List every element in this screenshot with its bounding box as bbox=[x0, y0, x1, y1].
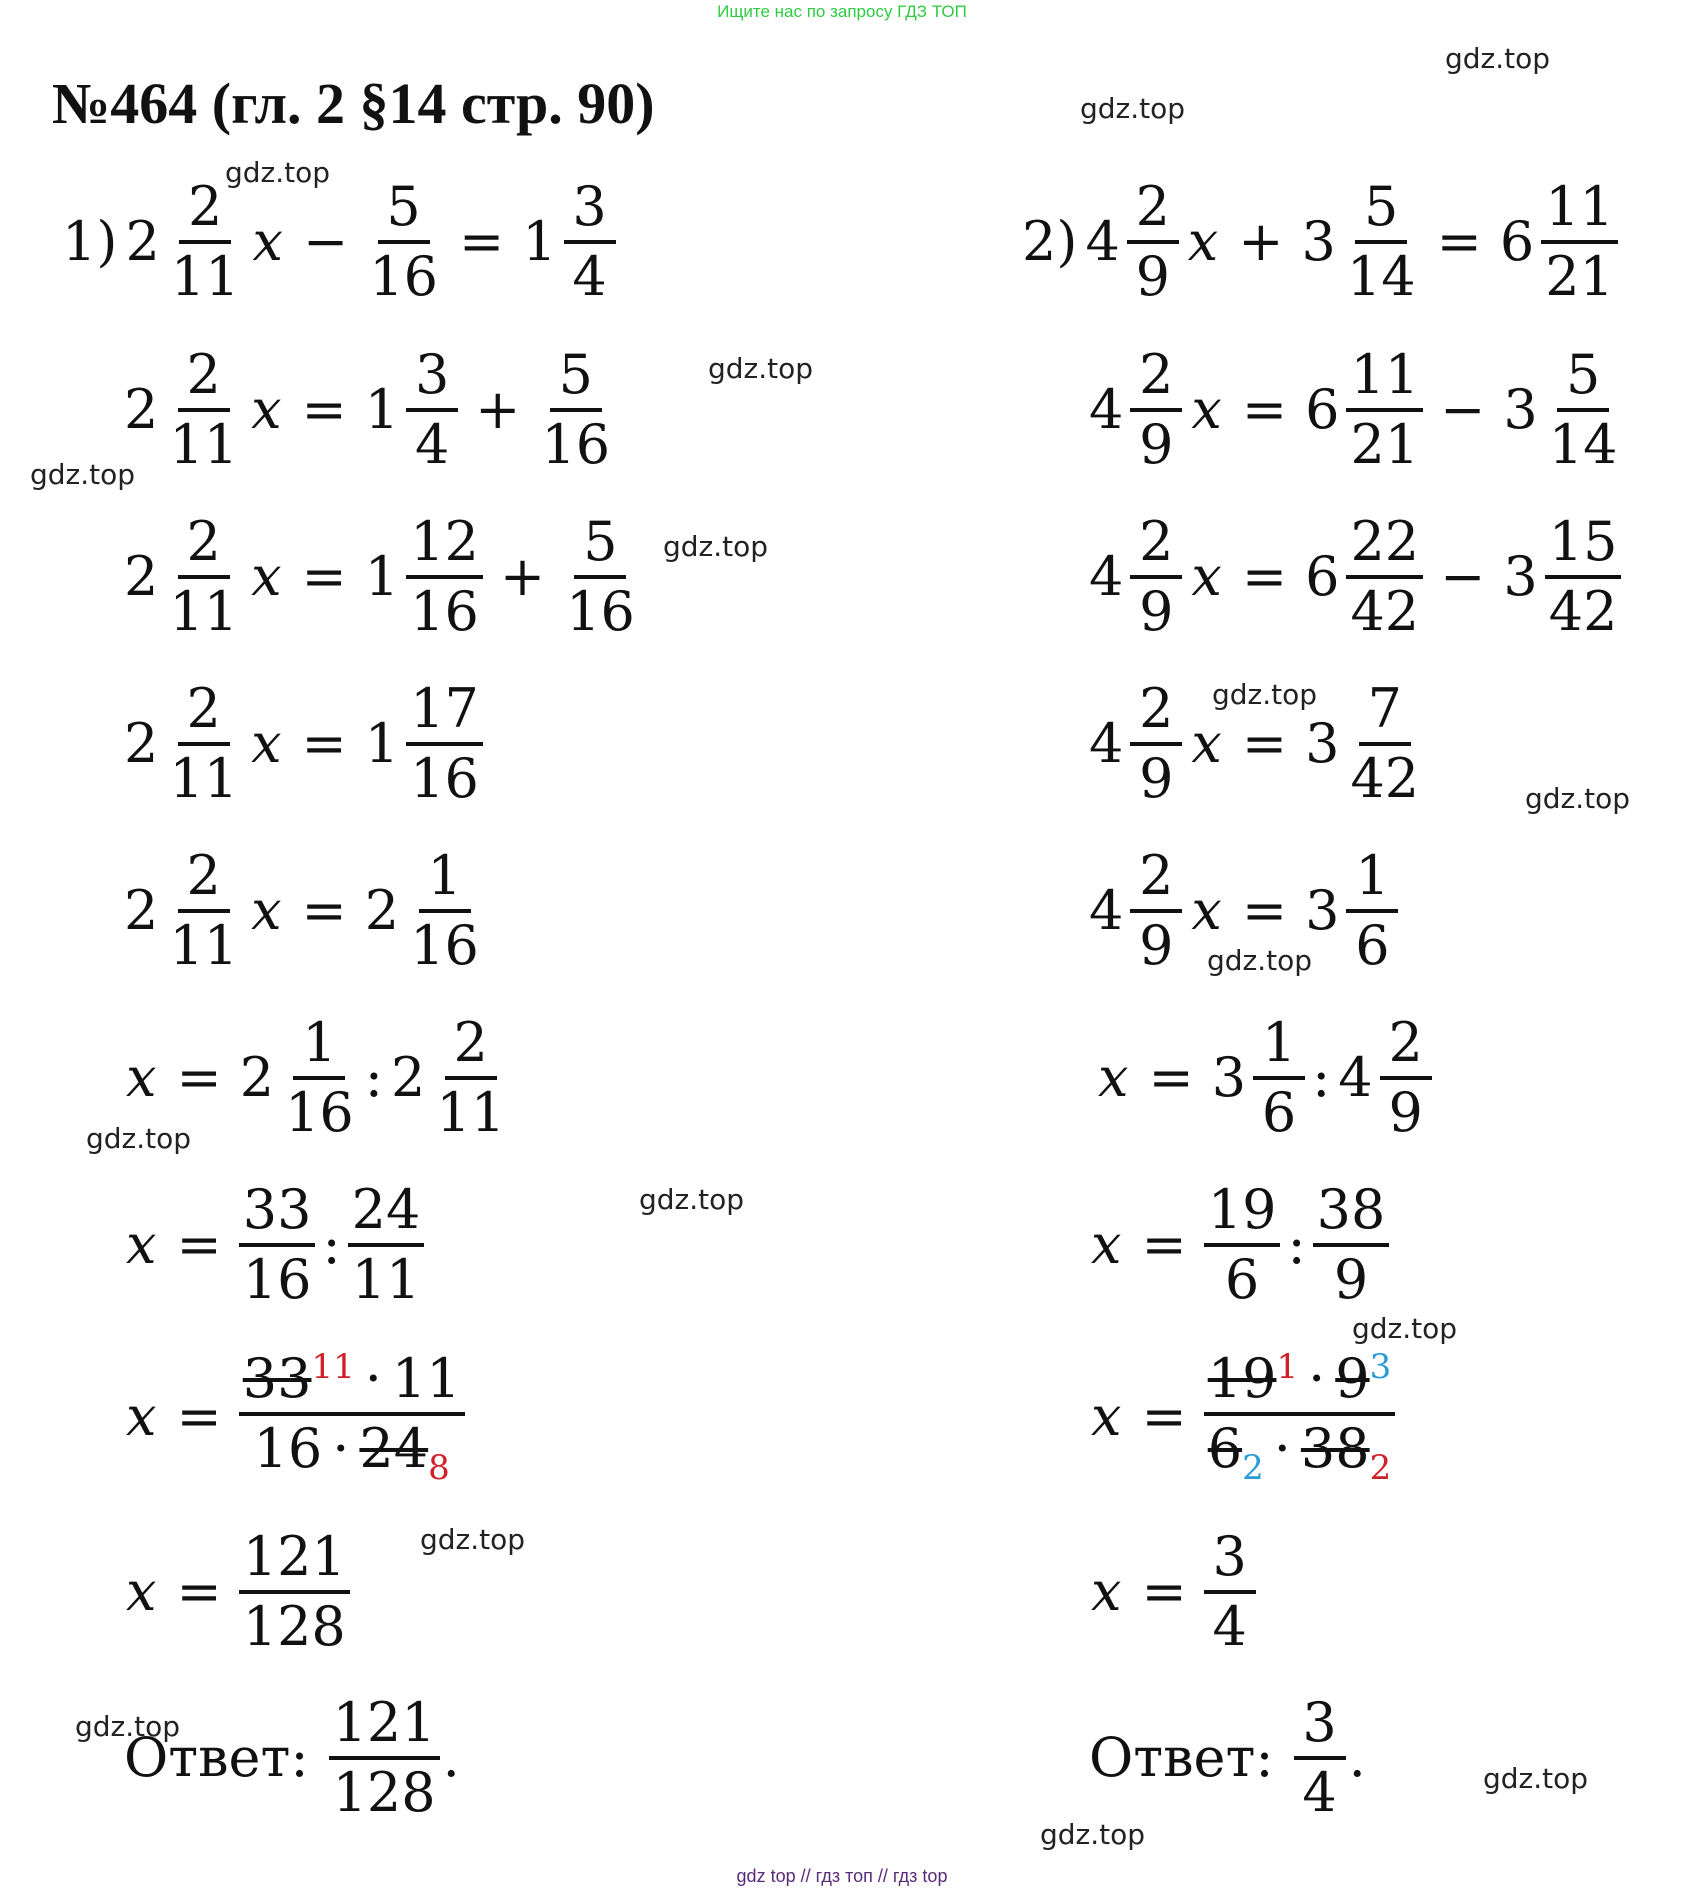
whole: 3 bbox=[1503, 378, 1538, 441]
fraction bbox=[1130, 844, 1182, 977]
numerator: 1 bbox=[1346, 849, 1398, 913]
denominator: 9 bbox=[1135, 245, 1170, 308]
variable: x bbox=[126, 1046, 157, 1109]
denominator bbox=[1204, 1416, 1396, 1488]
left-equation-5 bbox=[120, 844, 486, 977]
variable: x bbox=[1187, 210, 1219, 273]
denominator: 4 bbox=[572, 245, 607, 308]
fraction bbox=[406, 844, 483, 977]
numerator: 7 bbox=[1359, 682, 1411, 746]
period: . bbox=[442, 1726, 460, 1789]
whole: 3 bbox=[1301, 210, 1336, 273]
watermark: gdz.top bbox=[1483, 1762, 1589, 1795]
top-banner: Ищите нас по запросу ГДЗ ТОП bbox=[717, 2, 967, 21]
watermark: gdz.top bbox=[1212, 678, 1318, 711]
whole: 6 bbox=[1305, 545, 1340, 608]
numerator: 2 bbox=[1130, 515, 1182, 579]
equals: = bbox=[1241, 879, 1288, 942]
numerator: 1 bbox=[293, 1016, 345, 1080]
operator: + bbox=[499, 545, 546, 608]
numerator: 3 bbox=[1204, 1530, 1256, 1594]
operator: + bbox=[475, 378, 521, 441]
denominator: 16 bbox=[541, 413, 611, 476]
right-equation-6 bbox=[1092, 1011, 1435, 1144]
reduced-number: 1 bbox=[1276, 1347, 1299, 1387]
numerator: 2 bbox=[178, 849, 230, 913]
numerator: 5 bbox=[1355, 180, 1407, 244]
footer-links[interactable]: gdz top // гдз топ // гдз top bbox=[736, 1866, 948, 1886]
variable: x bbox=[126, 1560, 157, 1623]
numerator: 2 bbox=[445, 1016, 497, 1080]
fraction bbox=[167, 175, 244, 308]
divide-sign: : bbox=[322, 1213, 341, 1276]
fraction bbox=[562, 510, 639, 643]
denominator: 9 bbox=[1139, 914, 1174, 977]
right-equation-4 bbox=[1085, 677, 1426, 810]
fraction bbox=[1343, 175, 1420, 308]
equals: = bbox=[1436, 210, 1482, 273]
left-equation-1 bbox=[58, 175, 619, 308]
denominator: 11 bbox=[170, 245, 240, 308]
watermark: gdz.top bbox=[708, 352, 814, 385]
fraction bbox=[165, 343, 242, 476]
left-equation-7 bbox=[120, 1178, 427, 1311]
numerator: 121 bbox=[239, 1530, 350, 1594]
fraction bbox=[365, 175, 442, 308]
watermark: gdz.top bbox=[75, 1710, 181, 1743]
fraction bbox=[1204, 1347, 1396, 1488]
multiply-sign: · bbox=[1308, 1347, 1326, 1410]
right-equation-1 bbox=[1018, 175, 1621, 308]
divide-sign: : bbox=[1287, 1213, 1306, 1276]
numerator: 2 bbox=[178, 515, 230, 579]
right-equation-5 bbox=[1085, 844, 1401, 977]
whole: 3 bbox=[1305, 879, 1340, 942]
whole: 2 bbox=[124, 712, 159, 775]
whole: 2 bbox=[124, 378, 159, 441]
fraction bbox=[1346, 343, 1423, 476]
variable: x bbox=[251, 879, 282, 942]
numerator: 2 bbox=[1127, 180, 1179, 244]
whole: 1 bbox=[522, 210, 557, 273]
denominator: 4 bbox=[1302, 1761, 1337, 1824]
multiply-sign: · bbox=[364, 1347, 382, 1410]
fraction bbox=[406, 677, 483, 810]
denominator: 11 bbox=[169, 747, 239, 810]
fraction bbox=[1313, 1178, 1390, 1311]
numerator: 15 bbox=[1545, 515, 1622, 579]
period: . bbox=[1348, 1726, 1366, 1789]
numerator: 19 bbox=[1204, 1183, 1281, 1247]
equals: = bbox=[301, 545, 347, 608]
fraction bbox=[329, 1691, 440, 1824]
equals: = bbox=[176, 1046, 222, 1109]
denominator: 42 bbox=[1350, 580, 1420, 643]
fraction bbox=[165, 510, 242, 643]
fraction bbox=[1541, 175, 1618, 308]
fraction bbox=[564, 175, 616, 308]
denominator: 42 bbox=[1548, 580, 1618, 643]
numerator: 5 bbox=[1557, 348, 1609, 412]
numerator: 2 bbox=[179, 180, 231, 244]
operator: − bbox=[1440, 378, 1486, 441]
variable: x bbox=[126, 1213, 157, 1276]
numerator: 11 bbox=[1541, 180, 1618, 244]
denominator: 9 bbox=[1333, 1248, 1369, 1311]
divide-sign: : bbox=[364, 1046, 383, 1109]
cancelled-number: 19 bbox=[1207, 1347, 1277, 1410]
numerator: 3 bbox=[406, 348, 458, 412]
watermark: gdz.top bbox=[1445, 42, 1551, 75]
variable: x bbox=[126, 1385, 157, 1449]
numerator: 5 bbox=[550, 348, 602, 412]
operator: − bbox=[302, 210, 349, 273]
fraction bbox=[1346, 677, 1423, 810]
reduced-number: 2 bbox=[1369, 1447, 1392, 1488]
fraction bbox=[165, 844, 242, 977]
fraction bbox=[1204, 1525, 1256, 1658]
fraction bbox=[1130, 343, 1182, 476]
whole: 3 bbox=[1305, 712, 1340, 775]
factor: 16 bbox=[253, 1417, 323, 1480]
whole: 1 bbox=[364, 545, 400, 608]
watermark: gdz.top bbox=[1080, 92, 1186, 125]
reduced-number: 11 bbox=[311, 1347, 355, 1387]
denominator: 16 bbox=[410, 747, 479, 810]
denominator: 21 bbox=[1545, 245, 1614, 308]
fraction bbox=[239, 1525, 350, 1658]
denominator: 16 bbox=[242, 1248, 312, 1311]
numerator: 12 bbox=[406, 515, 483, 579]
whole: 4 bbox=[1089, 879, 1124, 942]
numerator: 5 bbox=[378, 180, 430, 244]
variable: x bbox=[251, 712, 282, 775]
numerator bbox=[1204, 1347, 1396, 1416]
fraction bbox=[432, 1011, 509, 1144]
divide-sign: : bbox=[1312, 1046, 1331, 1109]
denominator: 11 bbox=[169, 914, 239, 977]
denominator bbox=[250, 1416, 454, 1488]
numerator: 3 bbox=[1294, 1696, 1346, 1760]
variable: x bbox=[251, 378, 282, 441]
variable: x bbox=[251, 545, 282, 608]
page-title: №464 (гл. 2 §14 стр. 90) bbox=[52, 71, 655, 136]
denominator: 4 bbox=[414, 413, 450, 476]
fraction bbox=[1380, 1011, 1432, 1144]
right-answer bbox=[1085, 1691, 1366, 1824]
watermark: gdz.top bbox=[86, 1122, 192, 1155]
fraction bbox=[1130, 510, 1182, 643]
numerator: 3 bbox=[564, 180, 616, 244]
whole: 3 bbox=[1503, 545, 1538, 608]
variable: x bbox=[1191, 879, 1222, 942]
denominator: 11 bbox=[169, 580, 239, 643]
denominator: 14 bbox=[1346, 245, 1416, 308]
cancelled-number: 33 bbox=[242, 1347, 312, 1410]
cancelled-number: 24 bbox=[359, 1417, 429, 1480]
denominator: 16 bbox=[410, 914, 479, 977]
denominator: 4 bbox=[1212, 1595, 1247, 1658]
numerator: 38 bbox=[1313, 1183, 1390, 1247]
denominator: 14 bbox=[1548, 413, 1618, 476]
reduced-number: 8 bbox=[428, 1447, 450, 1488]
factor: 11 bbox=[391, 1347, 461, 1410]
denominator: 9 bbox=[1388, 1081, 1423, 1144]
right-equation-3 bbox=[1085, 510, 1624, 643]
equals: = bbox=[458, 210, 505, 273]
denominator: 11 bbox=[436, 1081, 506, 1144]
operator: + bbox=[1238, 210, 1284, 273]
whole: 2 bbox=[364, 879, 400, 942]
numerator: 2 bbox=[1130, 849, 1182, 913]
denominator: 9 bbox=[1139, 580, 1174, 643]
right-equation-7 bbox=[1085, 1178, 1392, 1311]
fraction bbox=[348, 1178, 425, 1311]
numerator: 24 bbox=[348, 1183, 425, 1247]
denominator: 16 bbox=[566, 580, 635, 643]
numerator: 22 bbox=[1346, 515, 1423, 579]
watermark: gdz.top bbox=[1352, 1312, 1458, 1345]
denominator: 21 bbox=[1350, 413, 1420, 476]
denominator: 128 bbox=[242, 1595, 346, 1658]
watermark: gdz.top bbox=[1525, 782, 1631, 815]
equals: = bbox=[301, 879, 347, 942]
cancelled-number: 9 bbox=[1335, 1347, 1370, 1410]
fraction bbox=[1545, 510, 1622, 643]
numerator: 1 bbox=[419, 849, 471, 913]
whole: 2 bbox=[391, 1046, 426, 1109]
whole: 4 bbox=[1089, 545, 1124, 608]
left-equation-3 bbox=[120, 510, 642, 643]
operator: − bbox=[1440, 545, 1486, 608]
fraction bbox=[1253, 1011, 1305, 1144]
equals: = bbox=[1141, 1560, 1187, 1623]
numerator: 2 bbox=[1130, 682, 1182, 746]
answer-label: Ответ: bbox=[124, 1726, 309, 1789]
equals: = bbox=[176, 1385, 222, 1449]
whole: 1 bbox=[364, 712, 400, 775]
equals: = bbox=[1241, 378, 1288, 441]
fraction bbox=[239, 1178, 316, 1311]
equals: = bbox=[1148, 1046, 1194, 1109]
fraction bbox=[1127, 175, 1179, 308]
variable: x bbox=[1191, 545, 1222, 608]
numerator: 2 bbox=[1130, 348, 1182, 412]
denominator: 6 bbox=[1224, 1248, 1260, 1311]
fraction bbox=[1204, 1178, 1281, 1311]
right-equation-9 bbox=[1085, 1525, 1259, 1658]
numerator bbox=[239, 1347, 465, 1416]
answer-label: Ответ: bbox=[1089, 1726, 1274, 1789]
right-equation-8 bbox=[1085, 1347, 1398, 1488]
denominator: 6 bbox=[1355, 914, 1390, 977]
problem-number: 1) bbox=[62, 210, 118, 273]
denominator: 6 bbox=[1261, 1081, 1297, 1144]
whole: 2 bbox=[125, 210, 160, 273]
numerator: 33 bbox=[239, 1183, 316, 1247]
whole: 2 bbox=[239, 1046, 275, 1109]
equals: = bbox=[1241, 712, 1288, 775]
whole: 4 bbox=[1338, 1046, 1373, 1109]
whole: 2 bbox=[124, 545, 159, 608]
reduced-number: 2 bbox=[1242, 1447, 1264, 1488]
variable: x bbox=[1191, 712, 1222, 775]
numerator: 2 bbox=[178, 682, 230, 746]
numerator: 1 bbox=[1253, 1016, 1305, 1080]
watermark: gdz.top bbox=[663, 530, 769, 563]
left-equation-8 bbox=[120, 1347, 468, 1488]
left-equation-9 bbox=[120, 1525, 353, 1658]
numerator: 17 bbox=[406, 682, 483, 746]
denominator: 16 bbox=[410, 580, 479, 643]
variable: x bbox=[1091, 1213, 1122, 1276]
variable: x bbox=[1091, 1560, 1122, 1623]
denominator: 16 bbox=[285, 1081, 354, 1144]
watermark: gdz.top bbox=[1040, 1818, 1146, 1851]
whole: 6 bbox=[1499, 210, 1535, 273]
variable: x bbox=[1098, 1046, 1129, 1109]
equals: = bbox=[1141, 1213, 1187, 1276]
numerator: 121 bbox=[329, 1696, 440, 1760]
watermark: gdz.top bbox=[225, 156, 331, 189]
denominator: 11 bbox=[351, 1248, 421, 1311]
fraction bbox=[1545, 343, 1622, 476]
fraction bbox=[1130, 677, 1182, 810]
watermark: gdz.top bbox=[30, 458, 136, 491]
left-equation-2 bbox=[120, 343, 617, 476]
multiply-sign: · bbox=[1273, 1417, 1291, 1480]
fraction bbox=[406, 343, 458, 476]
fraction bbox=[1294, 1691, 1346, 1824]
whole: 6 bbox=[1305, 378, 1340, 441]
watermark: gdz.top bbox=[639, 1183, 745, 1216]
cancelled-number: 38 bbox=[1300, 1417, 1370, 1480]
fraction bbox=[1346, 844, 1398, 977]
variable: x bbox=[1191, 378, 1222, 441]
cancelled-number: 6 bbox=[1207, 1417, 1243, 1480]
numerator: 2 bbox=[178, 348, 230, 412]
variable: x bbox=[252, 210, 283, 273]
left-equation-4 bbox=[120, 677, 486, 810]
denominator: 128 bbox=[332, 1761, 436, 1824]
equals: = bbox=[301, 378, 347, 441]
denominator: 42 bbox=[1350, 747, 1420, 810]
fraction bbox=[406, 510, 483, 643]
equals: = bbox=[176, 1560, 222, 1623]
fraction bbox=[165, 677, 242, 810]
reduced-number: 3 bbox=[1369, 1347, 1392, 1387]
right-equation-2 bbox=[1085, 343, 1624, 476]
denominator: 11 bbox=[169, 413, 239, 476]
left-answer bbox=[120, 1691, 460, 1824]
denominator: 9 bbox=[1139, 747, 1174, 810]
whole: 4 bbox=[1089, 712, 1124, 775]
fraction bbox=[537, 343, 614, 476]
fraction bbox=[1346, 510, 1423, 643]
whole: 4 bbox=[1085, 210, 1120, 273]
problem-number: 2) bbox=[1022, 210, 1078, 273]
whole: 4 bbox=[1089, 378, 1124, 441]
watermark: gdz.top bbox=[1207, 944, 1313, 977]
whole: 2 bbox=[124, 879, 159, 942]
equals: = bbox=[176, 1213, 222, 1276]
left-equation-6 bbox=[120, 1011, 512, 1144]
denominator: 16 bbox=[369, 245, 438, 308]
denominator: 9 bbox=[1139, 413, 1174, 476]
numerator: 2 bbox=[1380, 1016, 1432, 1080]
numerator: 11 bbox=[1346, 348, 1423, 412]
multiply-sign: · bbox=[332, 1417, 350, 1480]
whole: 3 bbox=[1211, 1046, 1247, 1109]
numerator: 5 bbox=[574, 515, 626, 579]
equals: = bbox=[1241, 545, 1288, 608]
variable: x bbox=[1091, 1385, 1122, 1449]
fraction bbox=[281, 1011, 358, 1144]
watermark: gdz.top bbox=[420, 1523, 526, 1556]
equals: = bbox=[1141, 1385, 1187, 1449]
equals: = bbox=[301, 712, 347, 775]
whole: 1 bbox=[364, 378, 400, 441]
fraction bbox=[239, 1347, 465, 1488]
